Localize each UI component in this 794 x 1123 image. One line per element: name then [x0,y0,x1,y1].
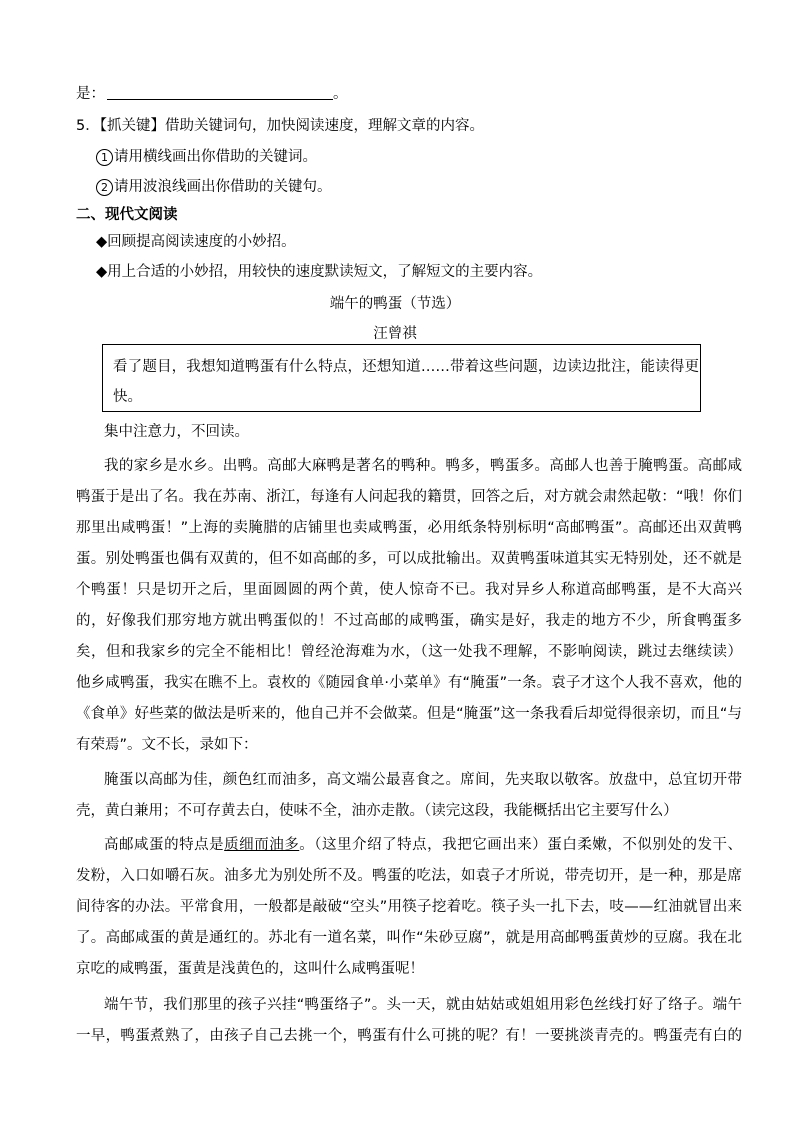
paragraph-2-line: 壳，黄白兼用；不可存黄去白，使味不全，油亦走散。（读完这段，我能概括出它主要写什么） [76,803,678,819]
answer-blank[interactable] [107,85,333,100]
paragraph-1-line: 《食单》好些菜的做法是听来的，他自己并不会做菜。但是“腌蛋”这一条我看后却觉得很亲切，而且“与 [76,706,742,722]
underlined-key-phrase: 质细而油多 [224,837,300,853]
paragraph-1-line: 个鸭蛋！只是切开之后，里面圆圆的两个黄，使人惊奇不已。我对异乡人称道高邮鸭蛋，是不大高兴 [76,582,742,598]
annotation-line-2: 快。 [113,389,142,405]
paragraph-1-line: 矣，但和我家乡的完全不能相比！曾经沧海难为水，（这一处我不理解，不影响阅读，跳过去继续读） [76,644,742,660]
paragraph-3-first-line [104,833,742,854]
answer-suffix: 。 [333,86,348,102]
item-2-text: 请用波浪线画出你借助的关键句。 [114,179,332,195]
article-author: 汪曾祺 [373,326,417,342]
question-5-item-1 [96,145,317,166]
paragraph-1-line: 他乡咸鸭蛋，我实在瞧不上。袁枚的《随园食单·小菜单》有“腌蛋”一条。袁子才这个人我不喜欢，他的 [76,675,742,691]
paragraph-2-line: 腌蛋以高邮为佳，颜色红而油多，高文端公最喜食之。席间，先夹取以敬客。放盘中，总宜切开带 [104,772,742,788]
paragraph-1-line: 鸭蛋于是出了名。我在苏南、浙江，每逢有人问起我的籍贯，回答之后，对方就会肃然起敬：“哦！你们 [76,489,742,505]
bullet-2: ◆用上合适的小妙招，用较快的速度默读短文，了解短文的主要内容。 [96,264,543,280]
answer-line [76,82,348,103]
question-5-item-2 [96,175,332,196]
paragraph-1-line: 的，好像我们那穷地方就出鸭蛋似的！不过高邮的咸鸭蛋，确实是好，我走的地方不少，所食鸭蛋多 [76,613,742,629]
p3-start: 高邮咸蛋的特点是 [104,837,225,853]
reading-tip: 集中注意力，不回读。 [104,424,249,440]
p3-rest: 。（这里介绍了特点，我把它画出来）蛋白柔嫩，不似别处的发干、 [299,837,743,853]
paragraph-1-line: 有荣焉”。文不长，录如下： [76,737,258,753]
paragraph-3-line: 京吃的咸鸭蛋，蛋黄是浅黄色的，这叫什么咸鸭蛋呢！ [76,961,424,977]
question-5-title: 5．【抓关键】借助关键词句，加快阅读速度，理解文章的内容。 [76,118,484,134]
paragraph-1-line: 那里出咸鸭蛋！”上海的卖腌腊的店铺里也卖咸鸭蛋，必用纸条特别标明“高邮鸭蛋”。高邮还出双黄鸭 [76,520,742,536]
paragraph-4-line: 端午节，我们那里的孩子兴挂“鸭蛋络子”。头一天，就由姑姑或姐姐用彩色丝线打好了络子。端午 [104,997,742,1013]
annotation-line-1: 看了题目，我想知道鸭蛋有什么特点，还想知道……带着这些问题，边读边批注，能读得更 [113,359,699,375]
paragraph-1-line: 蛋。别处鸭蛋也偶有双黄的，但不如高邮的多，可以成批输出。双黄鸭蛋味道其实无特别处，还不就是 [76,551,742,567]
bullet-1: ◆回顾提高阅读速度的小妙招。 [96,234,296,250]
item-1-text: 请用横线画出你借助的关键词。 [114,149,317,165]
paragraph-3-line: 发粉，入口如嚼石灰。油多尤为别处所不及。鸭蛋的吃法，如袁子才所说，带壳切开，是一种，那是席 [76,868,742,884]
section-heading: 二、现代文阅读 [76,207,178,223]
paragraph-4-line: 一早，鸭蛋煮熟了，由孩子自己去挑一个，鸭蛋有什么可挑的呢？有！一要挑淡青壳的。鸭蛋壳有白的 [76,1028,742,1044]
answer-prefix: 是： [76,86,105,102]
paragraph-3-line: 间待客的办法。平常食用，一般都是敲破“空头”用筷子挖着吃。筷子头一扎下去，吱——红油就冒出来 [76,899,742,915]
circled-number-2: 2 [96,179,113,196]
circled-number-1: 1 [96,149,113,166]
paragraph-1-line: 我的家乡是水乡。出鸭。高邮大麻鸭是著名的鸭种。鸭多，鸭蛋多。高邮人也善于腌鸭蛋。高邮咸 [104,458,742,474]
article-title: 端午的鸭蛋（节选） [329,296,461,312]
paragraph-3-line: 了。高邮咸蛋的黄是通红的。苏北有一道名菜，叫作“朱砂豆腐”，就是用高邮鸭蛋黄炒的豆腐。我在北 [76,930,742,946]
